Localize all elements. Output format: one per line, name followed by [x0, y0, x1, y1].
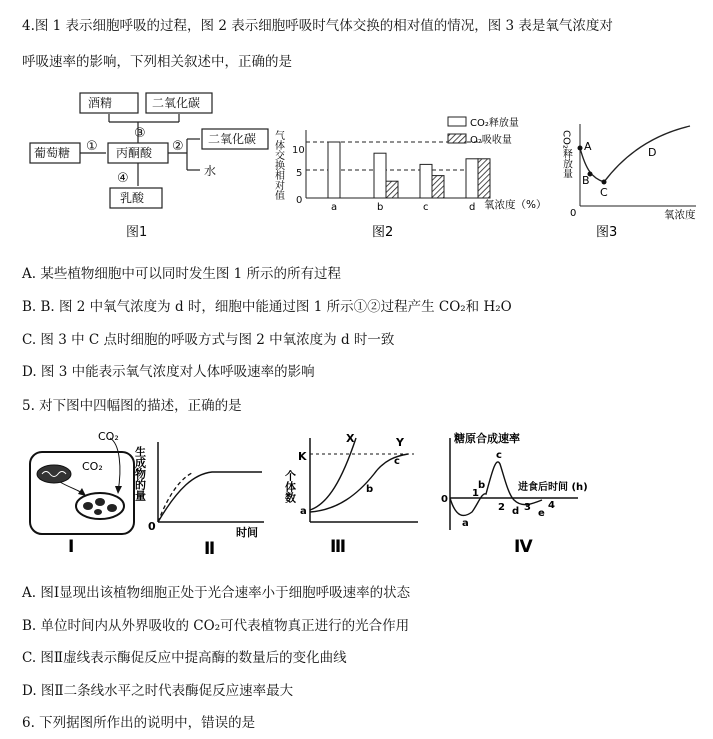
fig1-box-glucose: 葡萄糖 — [34, 146, 71, 160]
q5-fig3-b: b — [366, 484, 374, 495]
q5-fig1-co2-top: CO₂ — [98, 430, 119, 443]
q5-fig3-numeral: Ⅲ — [330, 537, 347, 557]
q5-fig4-numeral: Ⅳ — [514, 537, 533, 557]
fig1-box-pyruvate: 丙酮酸 — [116, 146, 153, 160]
q5-figure-4 — [438, 430, 608, 560]
fig2-category-c: c — [423, 202, 429, 213]
q5-fig4-b: b — [478, 480, 486, 491]
q5-fig4-xlabel: 进食后时间 (h) — [518, 482, 588, 493]
q5-figure-1 — [26, 428, 138, 556]
fig3-xlabel: 氧浓度 — [664, 209, 696, 221]
fig3-caption: 图3 — [596, 225, 618, 240]
fig3-point-b: B — [582, 174, 590, 187]
q5-figure-3 — [284, 430, 424, 560]
fig1-caption: 图1 — [126, 225, 148, 240]
q4-stem-line2: 呼吸速率的影响，下列相关叙述中，正确的是 — [22, 54, 292, 70]
fig2-ytick-10: 10 — [292, 145, 305, 156]
fig2-bar-co2-d — [466, 159, 478, 198]
fig2-legend-co2-swatch — [448, 117, 466, 126]
fig3-point-a: A — [584, 140, 592, 153]
q5-fig4-tick-3: 3 — [524, 502, 531, 513]
q5-fig1-numeral: Ⅰ — [68, 537, 75, 557]
fig2-ytick-0: 0 — [296, 195, 303, 206]
q5-fig1-co2-inner: CO₂ — [82, 460, 103, 473]
fig2-bar-o2-c — [432, 176, 444, 198]
fig1-box-co2-top: 二氧化碳 — [152, 96, 201, 110]
fig2-xlabel: 氧浓度（%） — [484, 199, 547, 211]
fig3-point-d: D — [648, 146, 657, 159]
q5-option-d: D. 图Ⅱ二条线水平之时代表酶促反应速率最大 — [22, 683, 294, 699]
q5-option-a: A. 图Ⅰ显现出该植物细胞正处于光合速率小于细胞呼吸速率的状态 — [22, 585, 411, 601]
fig2-category-d: d — [469, 202, 476, 213]
q5-fig3-a: a — [300, 506, 307, 517]
fig1-box-lactate: 乳酸 — [120, 191, 145, 205]
q5-fig4-tick-4: 4 — [548, 500, 555, 511]
q5-fig4-tick-2: 2 — [498, 502, 505, 513]
fig1-step-3: ③ — [134, 126, 146, 141]
q5-fig2-xlabel: 时间 — [236, 526, 258, 539]
q5-fig3-y: Y — [396, 436, 404, 449]
q5-fig3-ylabel: 个体数 — [283, 470, 297, 503]
fig2-bar-o2-b — [386, 181, 398, 198]
fig2-bar-o2-d — [478, 159, 490, 198]
q4-figure-2-chart — [268, 112, 558, 242]
fig1-box-ethanol: 酒精 — [88, 96, 113, 110]
q5-option-b: B. 单位时间内从外界吸收的 CO₂可代表植物真正进行的光合作用 — [22, 618, 410, 634]
fig2-ylabel: 气体交换相对值 — [272, 130, 284, 200]
fig2-legend-o2: O₂吸收量 — [470, 135, 512, 146]
q4-option-a: A. 某些植物细胞中可以同时发生图 1 所示的所有过程 — [22, 266, 342, 282]
q5-fig4-e: e — [538, 508, 545, 519]
fig1-step-2: ② — [172, 139, 184, 154]
fig3-point-c: C — [600, 186, 608, 199]
q5-stem: 5. 对下图中四幅图的描述，正确的是 — [22, 398, 242, 414]
q5-fig4-title: 糖原合成速率 — [454, 432, 520, 445]
q5-figure-2 — [133, 438, 270, 559]
fig1-water: 水 — [204, 164, 217, 178]
q5-fig2-numeral: Ⅱ — [204, 539, 216, 559]
fig2-bar-co2-a — [328, 142, 340, 198]
q4-figure-1 — [22, 88, 272, 238]
fig2-legend-co2: CO₂释放量 — [470, 118, 519, 129]
fig1-step-1: ① — [86, 139, 98, 154]
fig2-legend-o2-swatch — [448, 134, 466, 143]
q5-fig4-origin: 0 — [441, 494, 448, 505]
q5-option-c: C. 图Ⅱ虚线表示酶促反应中提高酶的数量后的变化曲线 — [22, 650, 347, 666]
q5-fig4-d: d — [512, 506, 520, 517]
q5-fig3-k: K — [298, 450, 307, 463]
fig2-caption: 图2 — [372, 225, 394, 240]
q4-figure-3 — [560, 118, 710, 242]
q4-stem-line1: 4.图 1 表示细胞呼吸的过程，图 2 表示细胞呼吸时气体交换的相对值的情况，图 3 表是氧气浓度对 — [22, 18, 613, 34]
q4-option-b: B. B. 图 2 中氧气浓度为 d 时，细胞中能通过图 1 所示①②过程产生 CO₂和 H₂O — [22, 299, 512, 315]
q4-option-d: D. 图 3 中能表示氧气浓度对人体呼吸速率的影响 — [22, 364, 315, 380]
fig3-ylabel: CO₂释放量 — [560, 130, 572, 179]
q5-fig4-tick-1: 1 — [472, 488, 479, 499]
q5-fig2-ylabel: 生成物的量 — [133, 446, 147, 501]
q5-fig4-c: c — [496, 450, 502, 461]
fig1-step-4: ④ — [117, 171, 129, 186]
fig2-bar-co2-b — [374, 153, 386, 198]
fig2-category-a: a — [331, 202, 338, 213]
fig2-ytick-5: 5 — [296, 168, 303, 179]
q6-stem: 6. 下列据图所作出的说明中，错误的是 — [22, 715, 256, 731]
fig1-box-co2-right: 二氧化碳 — [208, 132, 257, 146]
fig2-bar-co2-c — [420, 164, 432, 198]
q5-fig2-origin: 0 — [148, 520, 156, 533]
fig2-category-b: b — [377, 202, 384, 213]
q5-fig3-c: c — [394, 456, 400, 467]
q4-option-c: C. 图 3 中 C 点时细胞的呼吸方式与图 2 中氧浓度为 d 时一致 — [22, 332, 395, 348]
q5-fig3-x: X — [346, 432, 355, 445]
q5-fig4-a: a — [462, 518, 469, 529]
fig3-origin: 0 — [570, 208, 577, 219]
